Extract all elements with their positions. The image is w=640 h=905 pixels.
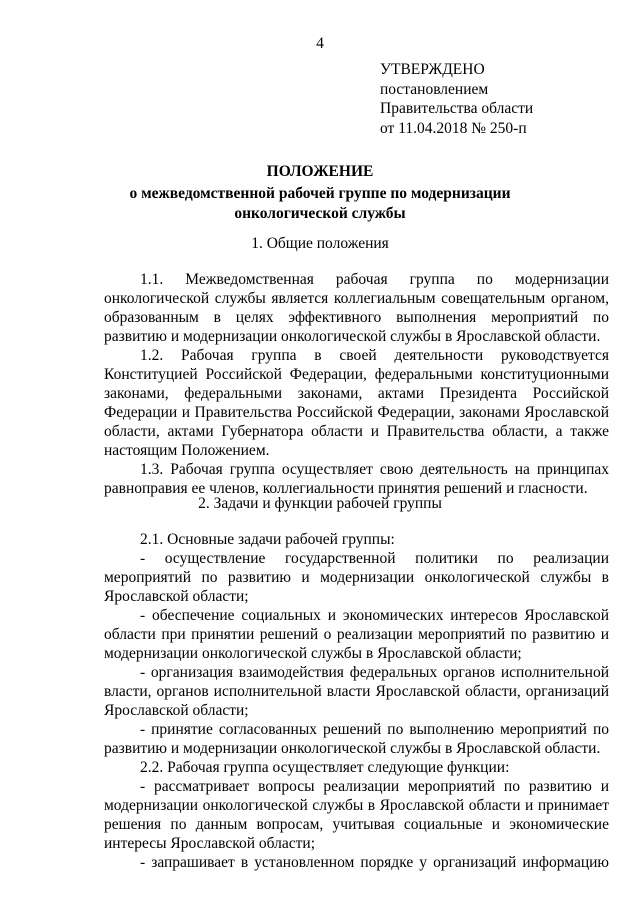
approval-line-4: от 11.04.2018 № 250-п <box>380 119 527 137</box>
list-item-review: - рассматривает вопросы реализации мероприятий по развитию и модернизации онкологической службы в Ярославской области и принимает решения по данным вопросам, учитывая социальные и экономические интересы Ярославской области; <box>104 778 609 852</box>
title-subtitle-line-2: онкологической службы <box>234 205 406 222</box>
list-item-request: - запрашивает в установленном порядке у организаций информацию <box>140 854 609 871</box>
section-2-heading: 2. Задачи и функции рабочей группы <box>198 495 442 512</box>
section-1-heading: 1. Общие положения <box>251 235 389 252</box>
section-2-body <box>104 530 609 872</box>
approval-stamp <box>380 60 533 138</box>
document-title <box>0 162 640 224</box>
paragraph-1-3: 1.3. Рабочая группа осуществляет свою деятельность на принципах равноправия ее членов, коллегиальности принятия решений и гласности. <box>104 461 609 497</box>
list-item-interests: - обеспечение социальных и экономических интересов Ярославской области при принятии решений о реализации мероприятий по развитию и модернизации онкологической службы в Ярославской области; <box>104 607 609 662</box>
approval-line-1: УТВЕРЖДЕНО <box>380 61 485 78</box>
paragraph-1-2: 1.2. Рабочая группа в своей деятельности руководствуется Конституцией Российской Федерации, федеральными конституционными законами, федеральными законами, актами Президента Российской Федерации и Правительства Российской Федерации, законами Ярославской области, актами Губернатора области и Правительства области, а также настоящим Положением. <box>104 347 609 459</box>
list-item-cooperation: - организация взаимодействия федеральных органов исполнительной власти, органов исполнительной власти Ярославской области, организаций Ярославской области; <box>104 664 609 719</box>
section-1-body <box>104 270 609 498</box>
approval-line-2: постановлением <box>380 80 489 98</box>
title-subtitle-line-1: о межведомственной рабочей группе по модернизации <box>129 185 511 202</box>
list-item-policy: - осуществление государственной политики по реализации мероприятий по развитию и модернизации онкологической службы в Ярославской области; <box>104 550 609 605</box>
approval-line-3: Правительства области <box>380 100 534 117</box>
page-number: 4 <box>316 35 324 52</box>
paragraph-2-1: 2.1. Основные задачи рабочей группы: <box>140 531 395 548</box>
paragraph-2-2: 2.2. Рабочая группа осуществляет следующие функции: <box>140 759 510 776</box>
list-item-decisions: - принятие согласованных решений по выполнению мероприятий по развитию и модернизации онкологической службы в Ярославской области. <box>104 721 609 757</box>
paragraph-1-1: 1.1. Межведомственная рабочая группа по модернизации онкологической службы является коллегиальным совещательным органом, образованным в целях эффективного выполнения мероприятий по развитию и модернизации онкологической службы в Ярославской области. <box>104 271 609 345</box>
title-main: ПОЛОЖЕНИЕ <box>266 163 374 180</box>
